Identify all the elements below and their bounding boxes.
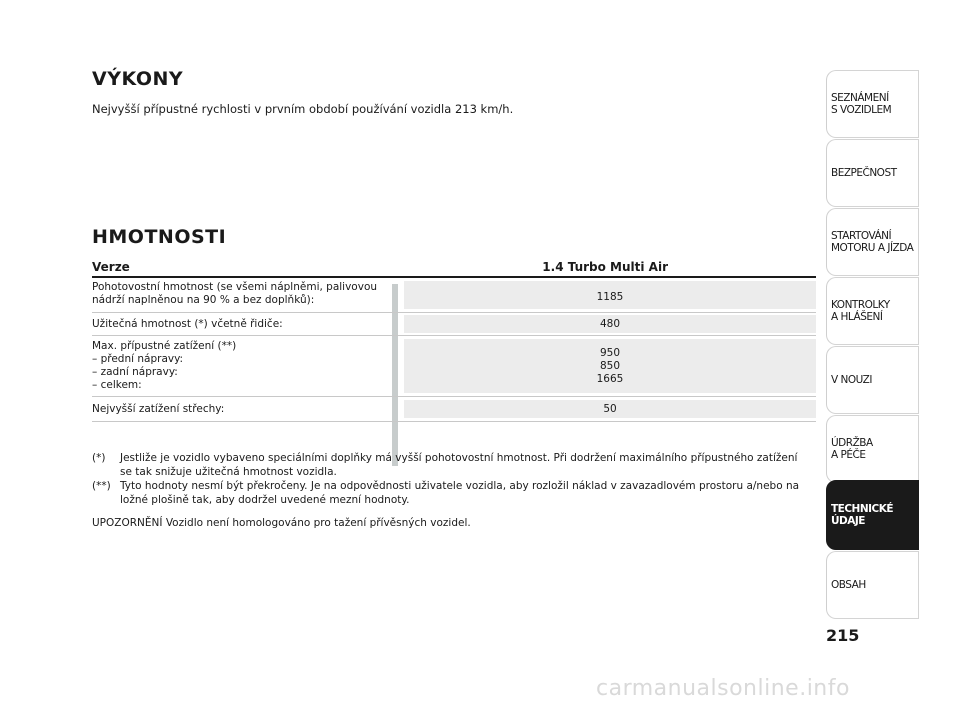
- footnote-text: Jestliže je vozidlo vybaveno speciálními doplňky má vyšší pohotovostní hmotnost. Při dodržení maximálního přípustného zatížení se tak snižuje užitečná hmotnost vozidla.: [120, 452, 798, 478]
- row-label: Nejvyšší zatížení střechy:: [92, 403, 225, 415]
- footnote-mark: (*): [92, 452, 106, 464]
- tab-udrzba[interactable]: [826, 415, 919, 483]
- performance-text: Nejvyšší přípustné rychlosti v prvním období používání vozidla 213 km/h.: [92, 102, 514, 116]
- tab-obsah[interactable]: [826, 551, 919, 619]
- row-label: Max. přípustné zatížení (**) – přední nápravy: – zadní nápravy: – celkem:: [92, 340, 237, 391]
- table-row: [92, 313, 816, 336]
- header-version: Verze: [92, 260, 130, 274]
- weights-table: [92, 256, 816, 422]
- tab-technicke-udaje[interactable]: [826, 480, 919, 550]
- tab-v-nouzi[interactable]: [826, 346, 919, 414]
- tab-label: BEZPEČNOST: [831, 166, 897, 179]
- section-title-weights: HMOTNOSTI: [92, 226, 227, 248]
- tab-startovani[interactable]: [826, 208, 919, 276]
- tab-label: OBSAH: [831, 578, 866, 591]
- row-value: 50: [404, 400, 816, 418]
- row-value: 480: [404, 315, 816, 333]
- tab-kontrolky[interactable]: [826, 277, 919, 345]
- footnote: [92, 452, 804, 479]
- footnotes: [92, 452, 804, 531]
- footnote-mark: (**): [92, 480, 111, 492]
- table-row: [92, 397, 816, 422]
- section-title-performance: VÝKONY: [92, 68, 184, 90]
- footnote: [92, 480, 804, 507]
- row-value: 950 850 1665: [404, 339, 816, 393]
- footnote-text: Tyto hodnoty nesmí být překročeny. Je na odpovědnosti uživatele vozidla, aby rozložil náklad v zavazadlovém prostoru a/nebo na ložné plošině tak, aby dodržel uvedené mezní hodnoty.: [120, 480, 800, 506]
- page-number: 215: [826, 626, 860, 645]
- tab-bezpecnost[interactable]: [826, 139, 919, 207]
- warning-text: UPOZORNĚNÍ Vozidlo není homologováno pro tažení přívěsných vozidel.: [92, 517, 471, 529]
- header-engine: 1.4 Turbo Multi Air: [542, 260, 668, 274]
- tab-label: SEZNÁMENÍ S VOZIDLEM: [831, 91, 892, 116]
- tab-seznameni[interactable]: [826, 70, 919, 138]
- watermark: carmanualsonline.info: [596, 676, 850, 701]
- row-value: 1185: [404, 281, 816, 309]
- table-header: [92, 256, 816, 278]
- tab-label: KONTROLKY A HLÁŠENÍ: [831, 298, 890, 323]
- table-row: [92, 336, 816, 397]
- tab-label: V NOUZI: [831, 373, 872, 386]
- tab-label: TECHNICKÉ ÚDAJE: [831, 502, 894, 527]
- row-label: Pohotovostní hmotnost (se všemi náplněmi, palivovou nádrží naplněnou na 90 % a bez doplňků):: [92, 281, 378, 306]
- tab-label: STARTOVÁNÍ MOTORU A JÍZDA: [831, 229, 914, 254]
- row-label: Užitečná hmotnost (*) včetně řidiče:: [92, 318, 283, 330]
- table-row: [92, 278, 816, 313]
- tab-label: ÚDRŽBA A PÉČE: [831, 436, 873, 461]
